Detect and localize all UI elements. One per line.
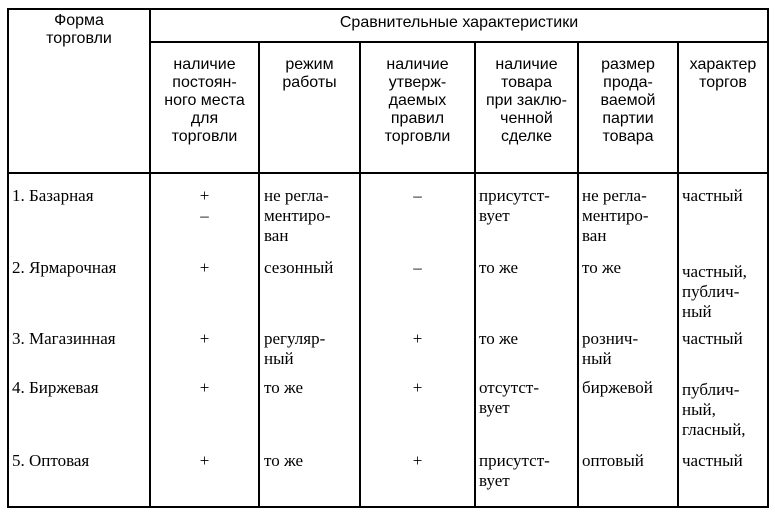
row-1-place: + – — [199, 186, 210, 225]
table-right-border — [767, 8, 769, 508]
row-1-nature: частный — [682, 186, 743, 205]
row-2-size: то же — [582, 258, 622, 277]
table-top-border — [7, 8, 769, 10]
table-bottom-border — [7, 506, 769, 508]
header-column-goods: наличие товара при заклю- ченной сделке — [485, 56, 568, 145]
row-4-rules: + — [412, 378, 423, 397]
row-2-mode: сезонный — [264, 258, 334, 277]
row-5-nature: частный — [682, 451, 743, 470]
row-4-form: 4. Биржевая — [12, 378, 99, 397]
row-1-mode: не регла- ментиро- ван — [264, 186, 331, 245]
row-5-size: оптовый — [582, 451, 644, 470]
row-2-goods: то же — [479, 258, 519, 277]
row-5-mode: то же — [264, 451, 304, 470]
row-2-nature: частный, публич- ный — [682, 262, 747, 321]
row-4-goods: отсутст- вует — [479, 378, 540, 417]
header-column-nature: характер торгов — [689, 56, 757, 91]
row-3-nature: частный — [682, 329, 743, 348]
row-4-size: биржевой — [582, 378, 653, 397]
header-group-label: Сравнительные характеристики — [339, 14, 579, 31]
row-3-goods: то же — [479, 329, 519, 348]
row-5-form: 5. Оптовая — [12, 451, 90, 470]
row-2-rules: – — [413, 258, 422, 277]
row-5-rules: + — [412, 451, 423, 470]
row-2-place: + — [199, 258, 210, 277]
row-1-size: не регла- ментиро- ван — [582, 186, 649, 245]
header-form-label: Форма торговли — [46, 12, 112, 47]
row-1-rules: – — [413, 186, 422, 205]
header-group-divider — [149, 41, 769, 43]
table-left-border — [7, 8, 9, 508]
row-3-size: рознич- ный — [582, 329, 639, 368]
header-column-rules: наличие утверж- даемых правил торговли — [384, 56, 451, 145]
row-3-form: 3. Магазинная — [12, 329, 116, 348]
header-column-place: наличие постоян- ного места для торговли — [164, 56, 245, 145]
header-column-size: размер прода- ваемой партии товара — [600, 56, 656, 145]
column-divider-size — [677, 41, 679, 508]
row-3-rules: + — [412, 329, 423, 348]
header-column-mode: режим работы — [282, 56, 337, 91]
row-3-place: + — [199, 329, 210, 348]
row-5-place: + — [199, 451, 210, 470]
row-5-goods: присутст- вует — [479, 451, 550, 490]
row-4-place: + — [199, 378, 210, 397]
row-3-mode: регуляр- ный — [264, 329, 326, 368]
header-bottom-border — [7, 172, 769, 174]
comparison-table — [7, 8, 769, 508]
row-1-goods: присутст- вует — [479, 186, 550, 225]
column-divider-place — [258, 41, 260, 508]
row-1-form: 1. Базарная — [12, 186, 94, 205]
row-4-mode: то же — [264, 378, 304, 397]
row-2-form: 2. Ярмарочная — [12, 258, 117, 277]
row-4-nature: публич- ный, гласный, — [682, 380, 746, 439]
